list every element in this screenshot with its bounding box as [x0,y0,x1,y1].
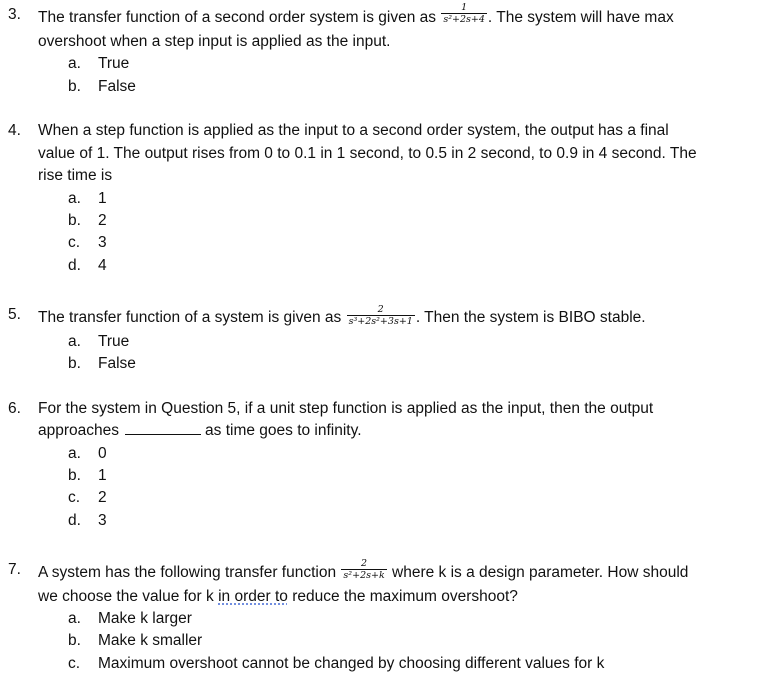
option-b[interactable]: b. 2 [68,212,107,229]
option-a[interactable]: a. True [68,333,130,350]
option-b[interactable]: b. Make k smaller [68,632,203,649]
question-text: The transfer function of a second order system is given as $\frac{1}{\text{s²+2s+4}}$ . The system will have max [38,2,674,27]
question-text-line2: approaches as time goes to infinity. [38,422,362,439]
question-number: 7. [8,561,21,578]
question-text-line2: we choose the value for k in order to reduce the maximum overshoot? [38,588,518,605]
option-b[interactable]: b. False [68,355,136,372]
question-text-line2: overshoot when a step input is applied as the input. [38,33,391,50]
option-a[interactable]: a. True [68,55,130,72]
transfer-function: $\frac{2}{\text{s²+2s+k}}$ [343,558,385,581]
question-text: A system has the following transfer function $\frac{2}{\text{s²+2s+k}}$ where k is a design parameter. How should [38,558,689,582]
grammar-underline: in order to [218,588,288,605]
option-b[interactable]: b. False [68,78,136,95]
option-a[interactable]: a. 0 [68,445,107,462]
option-a[interactable]: a. Make k larger [68,610,192,627]
question-text: When a step function is applied as the input to a second order system, the output has a final [38,122,669,139]
question-number: 6. [8,400,21,417]
question-number: 3. [8,6,21,23]
question-text-line2: value of 1. The output rises from 0 to 0.1 in 1 second, to 0.5 in 2 second, to 0.9 in 4 second. The [38,145,697,162]
question-text: For the system in Question 5, if a unit step function is applied as the input, then the output [38,400,654,417]
option-d[interactable]: d. 3 [68,512,107,529]
option-c[interactable]: c. 3 [68,234,107,251]
question-text: The transfer function of a system is given as $\frac{2}{\text{s³+2s²+3s+1}}$ . Then the system is BIBO stable. [38,304,646,327]
question-number: 5. [8,306,21,323]
answer-blank [125,422,201,435]
option-d[interactable]: d. 4 [68,257,107,274]
option-b[interactable]: b. 1 [68,467,107,484]
transfer-function: $\frac{2}{\text{s³+2s²+3s+1}}$ [348,304,413,327]
option-c[interactable]: c. 2 [68,489,107,506]
option-a[interactable]: a. 1 [68,190,107,207]
question-text-line3: rise time is [38,167,113,184]
question-number: 4. [8,122,21,139]
transfer-function: $\frac{1}{\text{s²+2s+4}}$ [443,2,485,25]
option-c[interactable]: c. Maximum overshoot cannot be changed by choosing different values for k [68,655,605,672]
